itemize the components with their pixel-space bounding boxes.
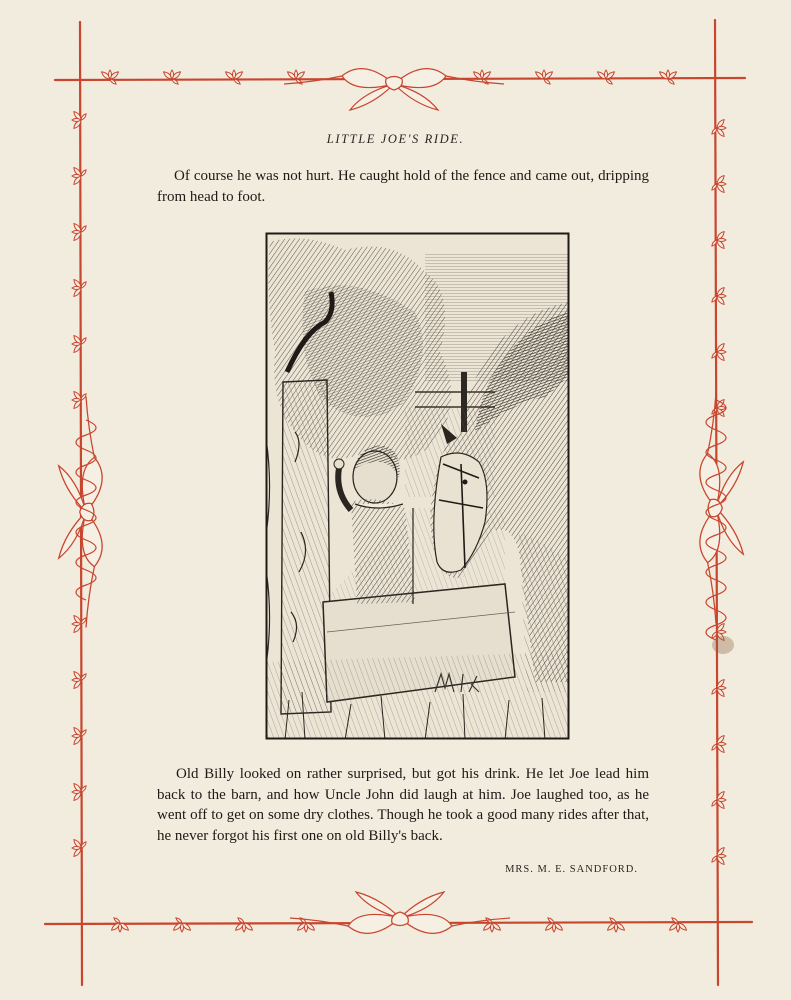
leaf-sprig-icon bbox=[711, 678, 726, 697]
engraving-boy-and-horse bbox=[265, 232, 570, 740]
ribbon-bow-icon bbox=[284, 69, 504, 110]
leaf-sprig-icon bbox=[72, 838, 87, 857]
author-signature: MRS. M. E. SANDFORD. bbox=[505, 864, 638, 875]
leaf-sprig-icon bbox=[72, 670, 87, 689]
paragraph-2: Old Billy looked on rather surprised, but got his drink. He let Joe lead him back to the barn, and how Uncle John did laugh at him. Joe laughed too, as he went off to get on some dry clothes. Though he took a good many rides after that, he never forgot his first one on old Billy's back. bbox=[157, 766, 649, 844]
leaf-sprig-icon bbox=[162, 70, 181, 85]
ribbon-bow-icon bbox=[290, 892, 510, 933]
leaf-sprig-icon bbox=[224, 70, 243, 85]
leaf-sprig-icon bbox=[72, 782, 87, 801]
page-title: LITTLE JOE'S RIDE. bbox=[326, 132, 465, 146]
leaf-sprig-icon bbox=[711, 734, 726, 753]
leaf-sprig-icon bbox=[668, 917, 687, 932]
leaf-sprig-icon bbox=[711, 174, 726, 193]
leaf-sprig-icon bbox=[711, 342, 726, 361]
leaf-sprig-icon bbox=[711, 286, 726, 305]
paper-stain bbox=[712, 636, 734, 654]
leaf-sprig-icon bbox=[72, 726, 87, 745]
leaf-sprig-icon bbox=[606, 917, 625, 932]
leaf-sprig-icon bbox=[72, 614, 87, 633]
leaf-sprig-icon bbox=[72, 390, 87, 409]
leaf-sprig-icon bbox=[544, 917, 563, 932]
leaf-sprig-icon bbox=[711, 230, 726, 249]
ribbon-bow-icon bbox=[700, 393, 743, 624]
leaf-sprig-icon bbox=[100, 70, 119, 85]
paragraph-1: Of course he was not hurt. He caught hold of the fence and came out, dripping from head to foot. bbox=[157, 168, 649, 205]
